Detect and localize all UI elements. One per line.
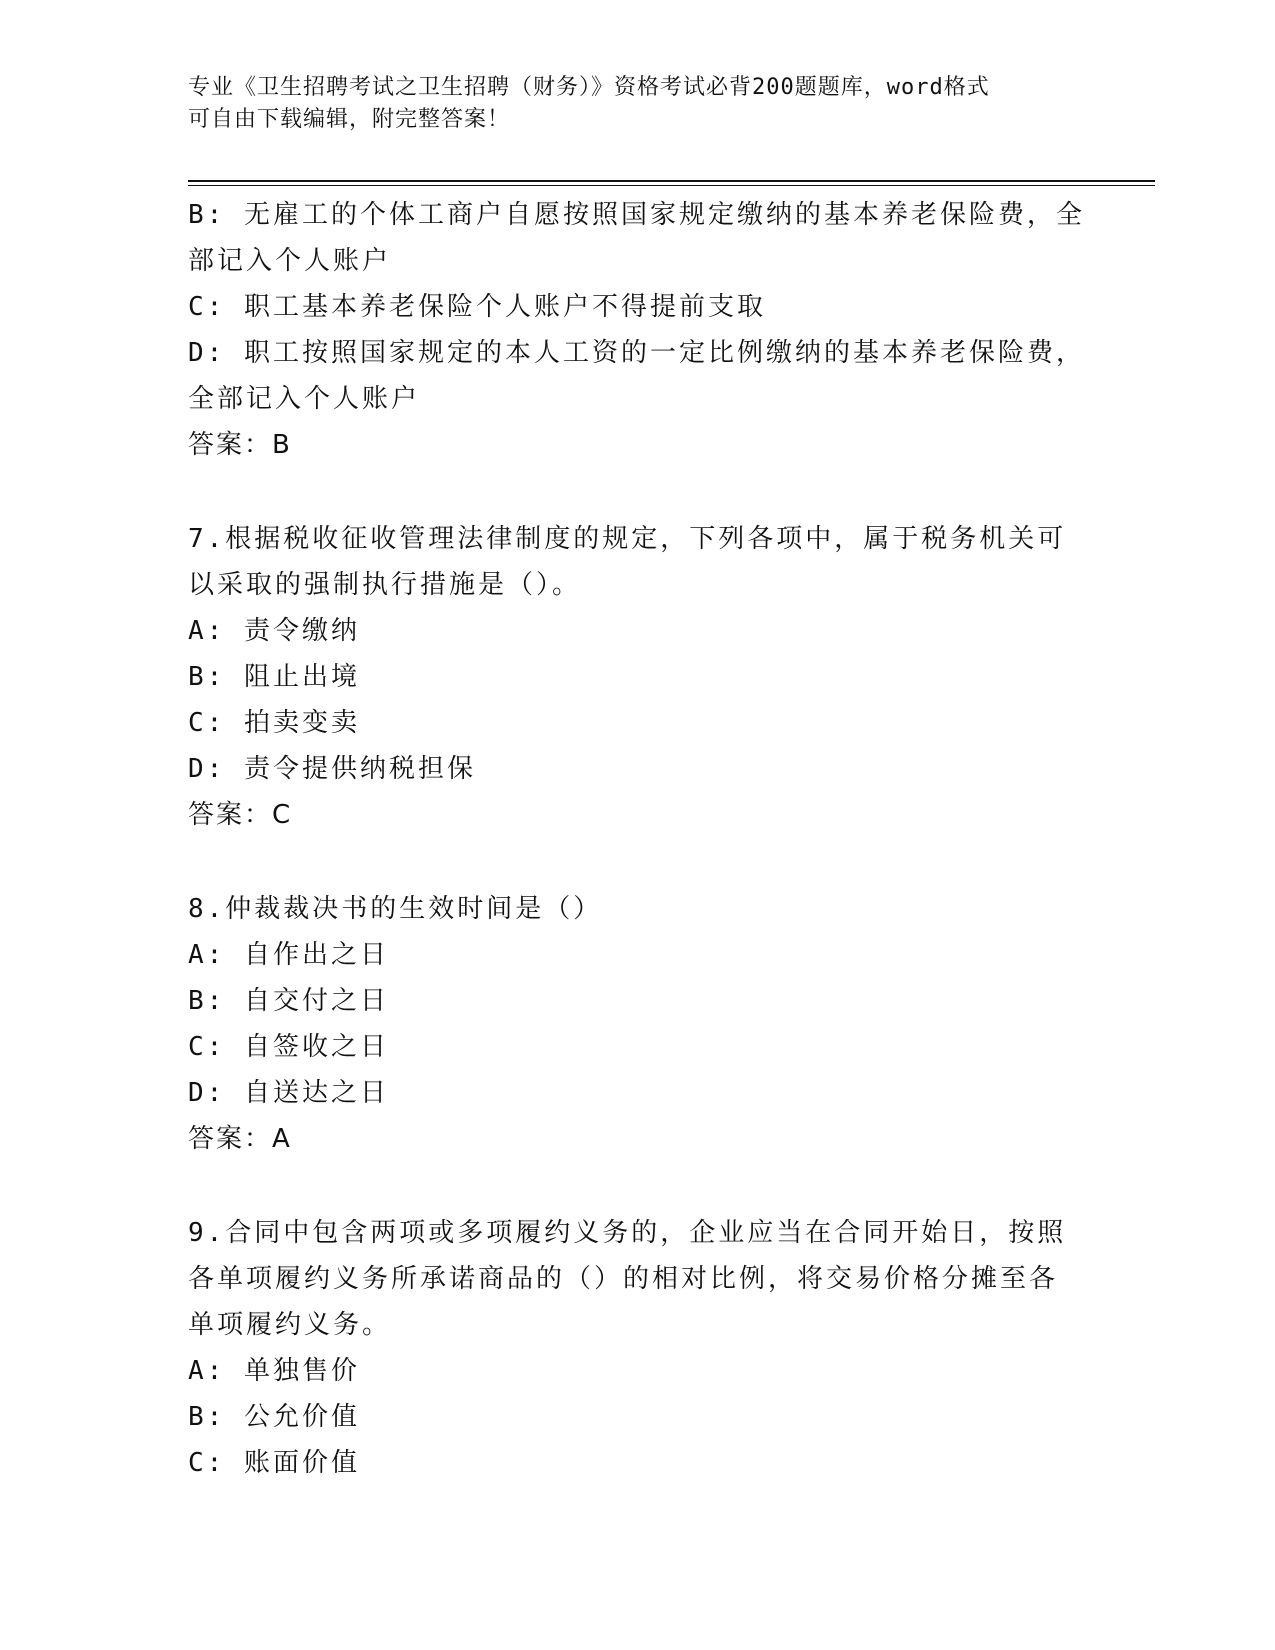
option-line: B: 阻止出境 — [188, 662, 360, 692]
answer-option — [188, 932, 1088, 978]
answer-option — [188, 330, 1088, 422]
answer-option — [188, 1348, 1088, 1394]
answer-option — [188, 654, 1088, 700]
option-line: 部记入个人账户 — [188, 246, 392, 276]
option-line: A: 责令缴纳 — [188, 616, 360, 646]
option-line: C: 自签收之日 — [188, 1032, 389, 1062]
answer-key: 答案：C — [188, 800, 293, 830]
answer-option — [188, 746, 1088, 792]
question-block — [188, 192, 1088, 468]
document-header — [188, 72, 1068, 136]
option-line: D: 职工按照国家规定的本人工资的一定比例缴纳的基本养老保险费， — [188, 338, 1085, 368]
answer-option — [188, 1394, 1088, 1440]
option-line: A: 自作出之日 — [188, 940, 389, 970]
question-spacer — [188, 468, 1088, 516]
answer-option — [188, 284, 1088, 330]
header-line-2: 可自由下载编辑，附完整答案！ — [188, 107, 511, 132]
header-line-1: 专业《卫生招聘考试之卫生招聘（财务）》资格考试必背200题题库，word格式 — [188, 75, 990, 100]
answer-key: 答案：B — [188, 430, 292, 460]
answer-option — [188, 192, 1088, 284]
option-line: 全部记入个人账户 — [188, 384, 421, 414]
answer-option — [188, 700, 1088, 746]
option-line: D: 责令提供纳税担保 — [188, 754, 476, 784]
option-line: C: 账面价值 — [188, 1448, 360, 1478]
option-line: B: 自交付之日 — [188, 986, 389, 1016]
header-divider-thin — [188, 185, 1155, 186]
option-line: A: 单独售价 — [188, 1356, 360, 1386]
answer-key: 答案：A — [188, 1124, 292, 1154]
question-stem-line: 单项履约义务。 — [188, 1310, 392, 1340]
question-list — [188, 192, 1088, 1486]
option-line: D: 自送达之日 — [188, 1078, 389, 1108]
question-spacer — [188, 1162, 1088, 1210]
question-stem-line: 以采取的强制执行措施是（）。 — [188, 570, 582, 600]
question-spacer — [188, 838, 1088, 886]
answer-option — [188, 608, 1088, 654]
option-line: B: 公允价值 — [188, 1402, 360, 1432]
answer-option — [188, 1024, 1088, 1070]
answer-option — [188, 1440, 1088, 1486]
question-stem-line: 9.合同中包含两项或多项履约义务的，企业应当在合同开始日，按照 — [188, 1218, 1067, 1248]
question-stem-line: 各单项履约义务所承诺商品的（）的相对比例，将交易价格分摊至各 — [188, 1264, 1059, 1294]
question-block — [188, 1210, 1088, 1486]
option-line: C: 职工基本养老保险个人账户不得提前支取 — [188, 292, 766, 322]
question-block — [188, 516, 1088, 838]
question-block — [188, 886, 1088, 1162]
answer-option — [188, 978, 1088, 1024]
option-line: B: 无雇工的个体工商户自愿按照国家规定缴纳的基本养老保险费，全 — [188, 200, 1085, 230]
question-stem-line: 8.仲裁裁决书的生效时间是（） — [188, 894, 603, 924]
question-stem-line: 7.根据税收征收管理法律制度的规定，下列各项中，属于税务机关可 — [188, 524, 1067, 554]
option-line: C: 拍卖变卖 — [188, 708, 360, 738]
header-divider-thick — [188, 180, 1155, 182]
answer-option — [188, 1070, 1088, 1116]
